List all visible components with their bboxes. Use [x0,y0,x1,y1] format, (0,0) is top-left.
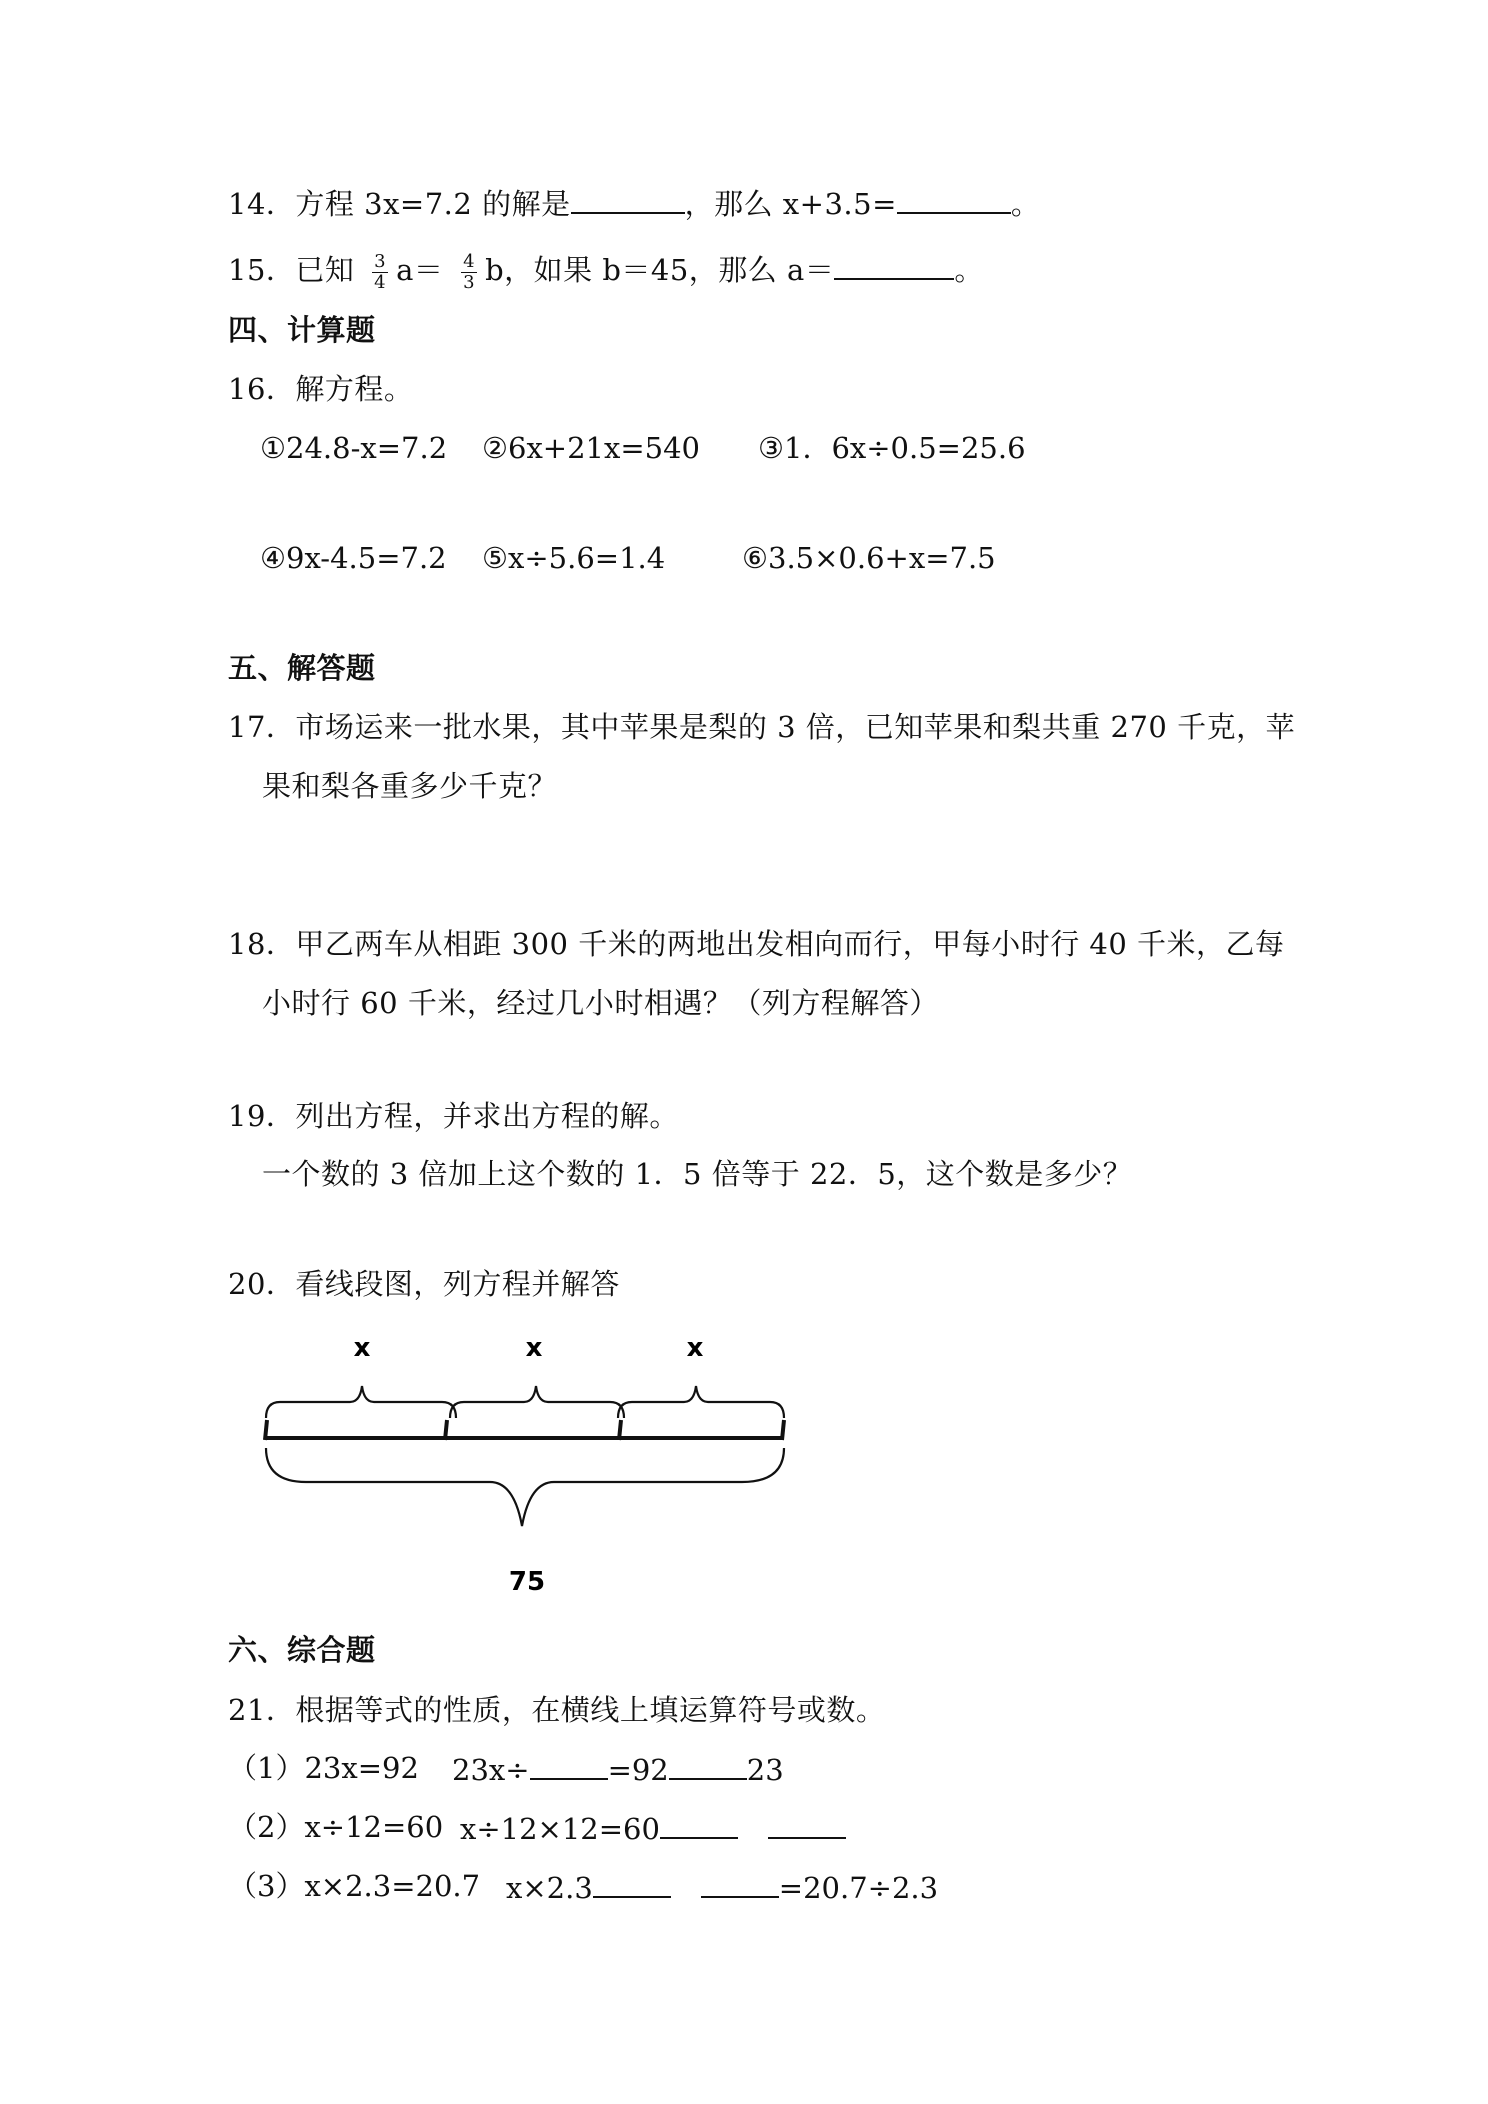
question-21 [228,1690,885,1730]
answer-blank[interactable] [834,248,954,280]
question-text: ，那么 x+3.5= [684,187,897,221]
question-text: a＝ [396,253,444,287]
bottom-brace [266,1448,784,1526]
equation-1: ①24.8-x=7.2 [260,431,448,465]
section-heading-6: 六、综合题 [228,1633,376,1667]
segment-tick [265,1420,267,1440]
answer-blank[interactable] [530,1748,608,1780]
part-1-equation: （1）23x=92 [228,1751,419,1785]
segment-tick [445,1420,447,1440]
part-3-equation: （3）x×2.3=20.7 [228,1869,481,1903]
question-number: 20． [228,1267,296,1301]
question-17 [228,707,1295,747]
question-text: 。 [954,253,984,287]
answer-blank[interactable] [660,1807,738,1839]
part-3-expression: x×2.3 [506,1871,593,1905]
fraction [372,252,388,293]
top-brace [266,1386,456,1418]
line-segment-diagram [250,1330,810,1610]
part-3 [228,1866,480,1906]
segment-label-x: x [525,1333,543,1363]
question-text: 看线段图，列方程并解答 [295,1267,620,1301]
question-18-continued: 小时行 60 千米，经过几小时相遇？（列方程解答） [262,986,939,1020]
part-2-transform [460,1807,846,1849]
part-2-expression: x÷12×12=60 [460,1812,660,1846]
equation-4: ④9x-4.5=7.2 [260,541,447,575]
question-20 [228,1264,620,1304]
section-heading-5: 五、解答题 [228,651,376,685]
question-number: 17． [228,710,296,744]
equation-6: ⑥3.5×0.6+x=7.5 [742,541,996,575]
fraction-numerator: 4 [463,250,476,272]
part-1-expression: =92 [607,1753,669,1787]
answer-blank[interactable] [669,1748,747,1780]
answer-blank[interactable] [571,182,685,214]
answer-blank[interactable] [768,1807,846,1839]
fraction [461,252,477,293]
question-number: 15． [228,253,296,287]
question-text: 。 [1010,187,1041,221]
question-text: 列出方程，并求出方程的解。 [295,1099,679,1133]
equation-2: ②6x+21x=540 [482,431,701,465]
question-15 [228,244,984,296]
part-1-expression: 23x÷ [452,1753,530,1787]
part-1-transform [452,1748,784,1790]
part-3-transform [506,1866,938,1908]
equation-5: ⑤x÷5.6=1.4 [482,541,666,575]
segment-label-x: x [686,1333,704,1363]
part-2 [228,1807,443,1847]
segment-tick [619,1420,621,1440]
answer-blank[interactable] [897,182,1011,214]
fraction-denominator: 3 [463,271,476,293]
part-3-expression: =20.7÷2.3 [778,1871,939,1905]
question-number: 18． [228,927,296,961]
question-text: 市场运来一批水果，其中苹果是梨的 3 倍，已知苹果和梨共重 270 千克，苹 [295,710,1296,744]
question-16 [228,369,413,409]
answer-blank[interactable] [701,1866,779,1898]
question-number: 19． [228,1099,296,1133]
part-2-equation: （2）x÷12=60 [228,1810,444,1844]
top-brace [618,1386,784,1418]
section-heading-4: 四、计算题 [228,313,376,347]
question-number: 16． [228,372,296,406]
question-14 [228,182,1040,224]
part-1-expression: 23 [746,1753,784,1787]
question-18 [228,924,1285,964]
total-label: 75 [508,1567,546,1597]
question-17-continued: 果和梨各重多少千克？ [262,769,558,803]
segment-tick [782,1420,784,1440]
question-text: 甲乙两车从相距 300 千米的两地出发相向而行，甲每小时行 40 千米，乙每 [295,927,1285,961]
question-text: b，如果 b＝45，那么 a＝ [485,253,835,287]
fraction-numerator: 3 [374,250,387,272]
top-brace [450,1386,624,1418]
segment-label-x: x [353,1333,371,1363]
question-text: 已知 [295,253,355,287]
question-19 [228,1096,679,1136]
question-19-continued: 一个数的 3 倍加上这个数的 1．5 倍等于 22．5，这个数是多少？ [262,1157,1133,1191]
question-number: 21． [228,1693,296,1727]
question-text: 根据等式的性质，在横线上填运算符号或数。 [295,1693,886,1727]
answer-blank[interactable] [593,1866,671,1898]
fraction-denominator: 4 [374,271,387,293]
equation-3: ③1．6x÷0.5=25.6 [758,431,1026,465]
question-text: 方程 3x=7.2 的解是 [295,187,571,221]
question-number: 14． [228,187,296,221]
question-text: 解方程。 [295,372,414,406]
part-1 [228,1748,419,1788]
